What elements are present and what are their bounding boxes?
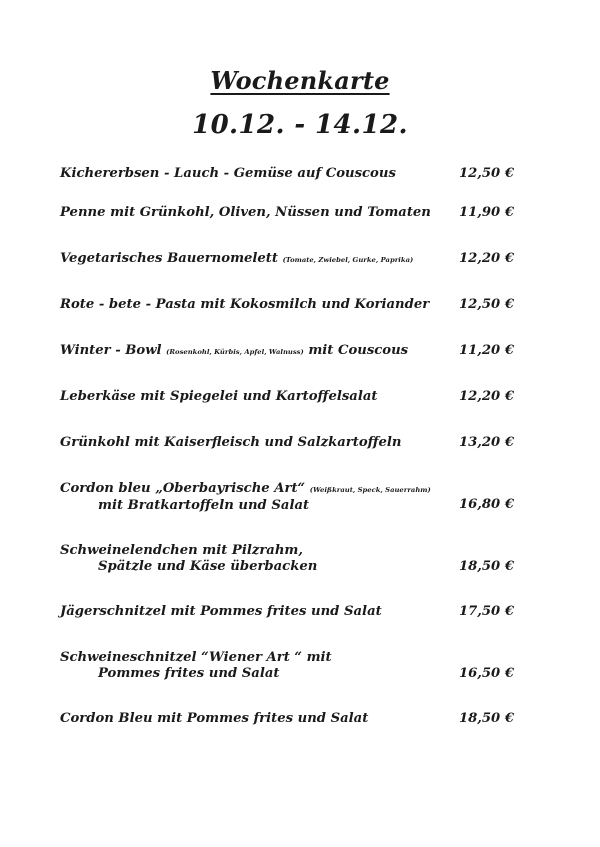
- item-name: Kichererbsen - Lauch - Gemüse auf Couscous: [60, 166, 396, 181]
- item-price: 16,50 €: [458, 666, 514, 681]
- item-price: 12,20 €: [458, 389, 514, 404]
- item-name: Penne mit Grünkohl, Oliven, Nüssen und Tomaten: [60, 205, 431, 220]
- item-name: Winter - Bowl: [60, 343, 162, 358]
- menu-item: [60, 166, 520, 182]
- date-range: 10.12. - 14.12.: [192, 110, 408, 140]
- item-name: Cordon bleu „Oberbayrische Art“: [60, 481, 306, 496]
- item-price: 12,50 €: [458, 166, 514, 181]
- item-name-line2: mit Bratkartoffeln und Salat: [98, 498, 310, 513]
- item-note: (Rosenkohl, Kürbis, Apfel, Walnuss): [166, 348, 304, 356]
- item-name: Grünkohl mit Kaiserfleisch und Salzkartoffeln: [60, 435, 402, 450]
- item-name: Jägerschnitzel mit Pommes frites und Salat: [60, 604, 382, 619]
- item-price: 18,50 €: [458, 559, 514, 574]
- item-price: 17,50 €: [458, 604, 514, 619]
- item-price: 12,50 €: [458, 297, 514, 312]
- menu-item: [60, 481, 520, 514]
- item-name-row: [60, 481, 520, 498]
- item-note: (Weißkraut, Speck, Sauerrahm): [309, 486, 431, 494]
- item-price: 11,20 €: [458, 343, 514, 358]
- item-name-line2: Spätzle und Käse überbacken: [98, 559, 318, 574]
- menu-item: [60, 389, 520, 405]
- menu-item: [60, 343, 520, 360]
- menu-item: [60, 711, 520, 727]
- item-price: 18,50 €: [458, 711, 514, 726]
- item-price: 11,90 €: [458, 205, 514, 220]
- item-name-line2: Pommes frites und Salat: [98, 666, 280, 681]
- item-price: 12,20 €: [458, 251, 514, 266]
- menu-item: [60, 251, 520, 268]
- item-note: (Tomate, Zwiebel, Gurke, Paprika): [282, 256, 414, 264]
- menu-title: Wochenkarte: [210, 66, 390, 95]
- item-price: 16,80 €: [458, 497, 514, 512]
- menu-item: [60, 205, 520, 221]
- menu-item: [60, 604, 520, 620]
- menu-item: [60, 435, 520, 451]
- item-name-row: [60, 343, 520, 360]
- item-name: Schweineschnitzel “Wiener Art “ mit: [60, 650, 332, 665]
- item-name: Leberkäse mit Spiegelei und Kartoffelsalat: [60, 389, 378, 404]
- item-name: Cordon Bleu mit Pommes frites und Salat: [60, 711, 369, 726]
- menu-item: [60, 297, 520, 313]
- menu-item: [60, 543, 520, 575]
- item-name-row: [60, 251, 520, 268]
- item-price: 13,20 €: [458, 435, 514, 450]
- item-name: Rote - bete - Pasta mit Kokosmilch und Koriander: [60, 297, 430, 312]
- item-name-suffix: mit Couscous: [308, 343, 409, 358]
- item-name: Vegetarisches Bauernomelett: [60, 251, 278, 266]
- item-name: Schweinelendchen mit Pilzrahm,: [60, 543, 303, 558]
- menu-item: [60, 650, 520, 682]
